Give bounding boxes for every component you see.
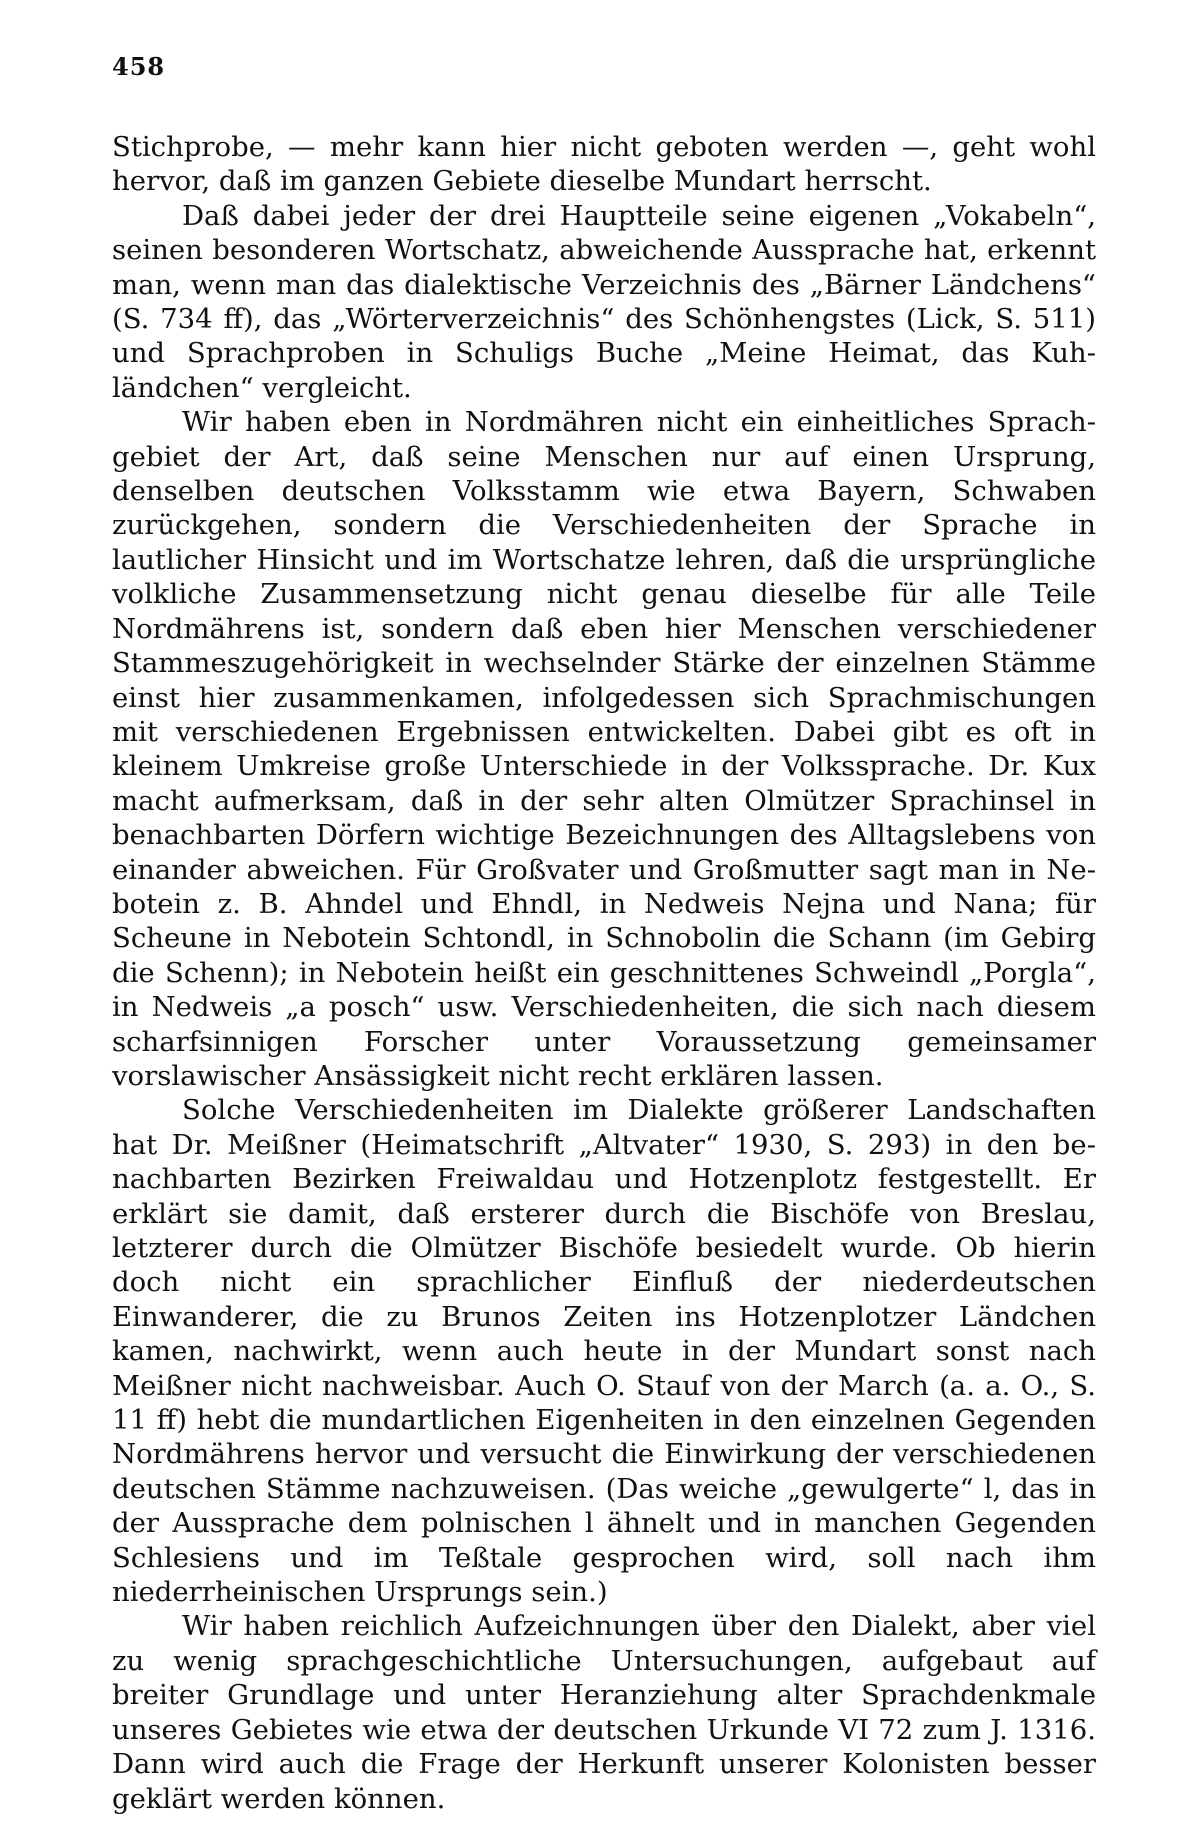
paragraph-3: Wir haben eben in Nordmähren nicht ein einheitliches Sprachgebiet der Art, daß seine Menschen nur auf einen Ursprung, denselben deutschen Volksstamm wie etwa Bayern, Schwaben zurückgehen, sondern die Verschiedenheiten der Sprache in lautlicher Hinsicht und im Wortschatze lehren, daß die ursprüngliche volkliche Zusammensetzung nicht genau dieselbe für alle Teile Nordmährens ist, sondern daß eben hier Menschen verschiedener Stammeszugehörigkeit in wechselnder Stärke der einzelnen Stämme einst hier zusammenkamen, infolgedessen sich Sprachmischungen mit verschiedenen Ergebnissen entwickelten. Dabei gibt es oft in kleinem Umkreise große Unterschiede in der Volkssprache. Dr. Kux macht aufmerksam, daß in der sehr alten Olmützer Sprachinsel in benachbarten Dörfern wichtige Bezeichnungen des Alltagslebens von einander abweichen. Für Großvater und Großmutter sagt man in Nebotein z. B. Ahndel und Ehndl, in Nedweis Nejna und Nana; für Scheune in Nebotein Schtondl, in Schnobolin die Schann (im Gebirg die Schenn); in Nebotein heißt ein geschnittenes Schweindl „Porgla“, in Nedweis „a posch“ usw. Verschiedenheiten, die sich nach diesem scharfsinnigen Forscher unter Voraussetzung gemeinsamer vorslawischer Ansässigkeit nicht recht erklären lassen.	[112, 406, 1096, 1092]
paragraph-4: Solche Verschiedenheiten im Dialekte größerer Landschaften hat Dr. Meißner (Heimatschrift „Altvater“ 1930, S. 293) in den benachbarten Bezirken Freiwaldau und Hotzenplotz festgestellt. Er erklärt sie damit, daß ersterer durch die Bischöfe von Breslau, letzterer durch die Olmützer Bischöfe besiedelt wurde. Ob hierin doch nicht ein sprachlicher Einfluß der niederdeutschen Einwanderer, die zu Brunos Zeiten ins Hotzenplotzer Ländchen kamen, nachwirkt, wenn auch heute in der Mundart sonst nach Meißner nicht nachweisbar. Auch O. Stauf von der March (a. a. O., S. 11 ff) hebt die mundartlichen Eigenheiten in den einzelnen Gegenden Nordmährens hervor und versucht die Einwirkung der verschiedenen deutschen Stämme nachzuweisen. (Das weiche „gewulgerte“ l, das in der Aussprache dem polnischen l ähnelt und in manchen Gegenden Schlesiens und im Teßtale gesprochen wird, soll nach ihm niederrheinischen Ursprungs sein.)	[112, 1094, 1096, 1609]
body-text	[112, 130, 1096, 1816]
page-number: 458	[112, 52, 166, 81]
paragraph-2: Daß dabei jeder der drei Hauptteile seine eigenen „Vokabeln“, seinen besonderen Wortschatz, abweichende Aussprache hat, erkennt man, wenn man das dialektische Verzeichnis des „Bärner Ländchens“ (S. 734 ff), das „Wörterverzeichnis“ des Schönhengstes (Lick, S. 511) und Sprachproben in Schuligs Buche „Meine Heimat, das Kuhländchen“ vergleicht.	[112, 199, 1096, 404]
paragraph-1: Stichprobe, — mehr kann hier nicht geboten werden —, geht wohl hervor, daß im ganzen Gebiete dieselbe Mundart herrscht.	[112, 131, 1096, 198]
paragraph-5: Wir haben reichlich Aufzeichnungen über den Dialekt, aber viel zu wenig sprachgeschichtliche Untersuchungen, aufgebaut auf breiter Grundlage und unter Heranziehung alter Sprachdenkmale unseres Gebietes wie etwa der deutschen Urkunde VI 72 zum J. 1316. Dann wird auch die Frage der Herkunft unserer Kolonisten besser geklärt werden können.	[112, 1610, 1096, 1815]
